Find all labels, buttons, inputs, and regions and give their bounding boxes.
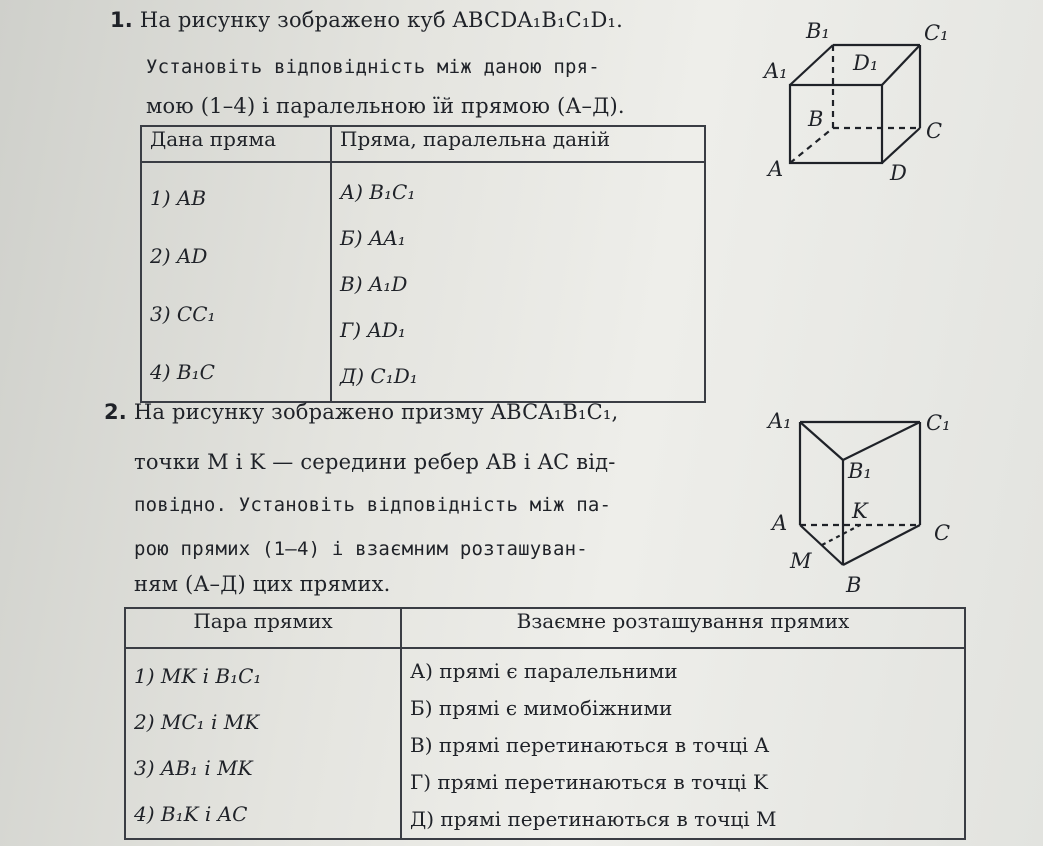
label-A1: A₁ xyxy=(764,59,788,83)
problem1-table xyxy=(140,125,706,403)
label-C: C xyxy=(926,119,943,143)
problem1-left-item: 4) B₁C xyxy=(150,360,215,384)
label-K: K xyxy=(852,499,868,523)
problem2-number: 2. xyxy=(104,400,127,424)
label-M: M xyxy=(790,549,812,573)
label-B: B xyxy=(846,573,862,597)
label-A: A xyxy=(768,157,784,181)
problem1-right-item: Г) AD₁ xyxy=(340,318,406,342)
problem1-right-item: Д) C₁D₁ xyxy=(340,364,418,388)
label-C: C xyxy=(934,521,951,545)
problem2-left-item: 2) MC₁ і MK xyxy=(134,710,260,734)
label-C1: C₁ xyxy=(924,21,949,45)
problem2-line4: рою прямих (1–4) і взаємним розташуван- xyxy=(134,538,588,560)
problem2-left-item: 4) B₁K і AC xyxy=(134,802,248,826)
problem2-right-item: А) прямі є паралельними xyxy=(410,659,678,683)
problem1-line1 xyxy=(110,8,623,32)
label-A1: A₁ xyxy=(768,409,792,433)
problem2-statement: На рисунку зображено призму ABCA₁B₁C₁, xyxy=(133,400,619,424)
problem2-line2: точки M і K — середини ребер AB і AC від- xyxy=(134,450,616,474)
problem2-left-item: 1) MK і B₁C₁ xyxy=(134,664,262,688)
problem2-right-item: Г) прямі перетинаються в точці K xyxy=(410,770,768,794)
problem1-left-item: 1) AB xyxy=(150,186,207,210)
problem1-header-right: Пряма, паралельна даній xyxy=(331,126,705,162)
label-B: B xyxy=(808,107,824,131)
problem1-right-item: А) B₁C₁ xyxy=(340,180,416,204)
problem2-header-right: Взаємне розташування прямих xyxy=(401,608,965,648)
problem2-line5: ням (А–Д) цих прямих. xyxy=(134,572,391,596)
problem2-header-left: Пара прямих xyxy=(125,608,401,648)
problem1-line3: мою (1–4) і паралельною їй прямою (А–Д). xyxy=(146,94,625,118)
label-D: D xyxy=(890,161,907,185)
problem1-right-column xyxy=(331,162,705,402)
problem1-left-column xyxy=(141,162,331,402)
problem2-right-item: Д) прямі перетинаються в точці M xyxy=(410,807,777,831)
problem2-right-item: В) прямі перетинаються в точці A xyxy=(410,733,769,757)
label-B1: B₁ xyxy=(806,19,830,43)
problem1-right-item: Б) AA₁ xyxy=(340,226,406,250)
problem2-right-item: Б) прямі є мимобіжними xyxy=(410,696,673,720)
label-D1: D₁ xyxy=(853,51,879,75)
problem1-number: 1. xyxy=(110,8,133,32)
label-C1: C₁ xyxy=(926,411,951,435)
problem2-line1 xyxy=(104,400,618,424)
label-A: A xyxy=(772,511,788,535)
problem1-left-item: 3) CC₁ xyxy=(150,302,216,326)
problem1-header-left: Дана пряма xyxy=(141,126,331,162)
problem1-line2: Установіть відповідність між даною пря- xyxy=(146,56,600,78)
problem1-statement: На рисунку зображено куб ABCDA₁B₁C₁D₁. xyxy=(139,8,624,32)
label-B1: B₁ xyxy=(848,459,872,483)
problem2-left-item: 3) AB₁ і MK xyxy=(134,756,253,780)
problem1-left-item: 2) AD xyxy=(150,244,208,268)
problem2-left-column xyxy=(125,648,401,839)
problem2-line3: повідно. Установіть відповідність між па- xyxy=(134,494,612,516)
problem1-right-item: В) A₁D xyxy=(340,272,408,296)
problem2-right-column xyxy=(401,648,965,839)
problem2-table xyxy=(124,607,966,840)
